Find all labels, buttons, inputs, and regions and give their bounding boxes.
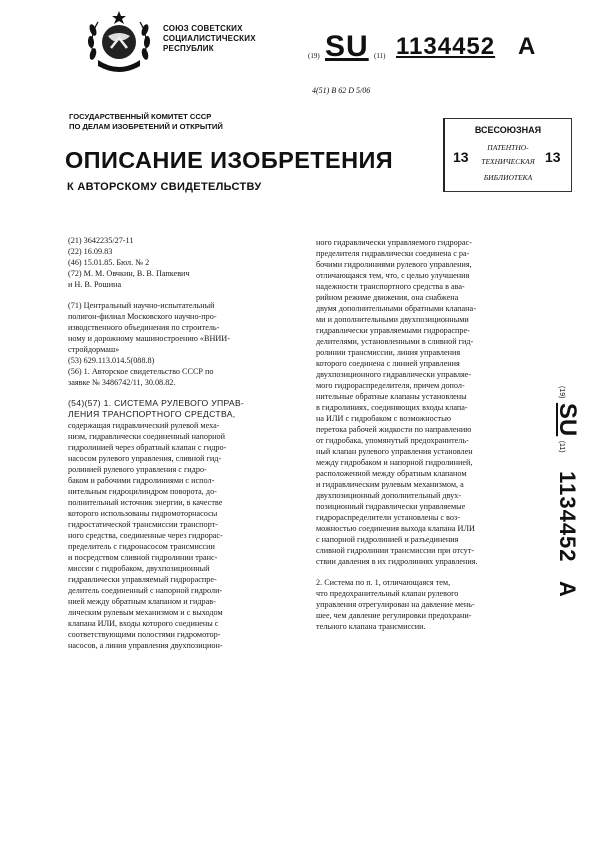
text-line: соответствующими полостями гидромотор-: [68, 630, 221, 639]
text-line: гидрораспределители установлены с воз-: [316, 513, 460, 522]
text-line: двумя дополнительными обратными клапана-: [316, 304, 476, 313]
text-line: ный клапан рулевого управления установлен: [316, 447, 473, 456]
stamp-line: ТЕХНИЧЕСКАЯ: [481, 157, 535, 166]
code-19: (19): [308, 52, 320, 60]
code-11: (11): [558, 440, 565, 453]
text-line: в гидролиниях, соединяющих входы клапа-: [316, 403, 468, 412]
text-line: ному и дорожному машиностроению «ВНИИ-: [68, 334, 230, 343]
text-line: делителями, установленными в сливной гид-: [316, 337, 474, 346]
text-line: (46) 15.01.85. Бюл. № 2: [68, 258, 150, 267]
text-line: ми и дополнительными двухпозиционными: [316, 315, 469, 324]
text-line: лическим рулевым механизмом и с выходом: [68, 608, 223, 617]
patent-number: 1134452: [555, 471, 580, 563]
text-line: сливной гидролинии трансмиссии при отсут-: [316, 546, 475, 555]
text-line: на ИЛИ с гидробаком с возможностью: [316, 414, 451, 423]
left-column: [68, 235, 300, 651]
text-line: мого гидрораспределителя, причем допол-: [316, 381, 465, 390]
text-line: двухпозиционного гидравлически управляе-: [316, 370, 472, 379]
text-line: полнительный источник энергии, в качестве: [68, 498, 223, 507]
text-line: что предохранительный клапан рулевого: [316, 589, 459, 598]
stamp-number: 13: [545, 149, 561, 165]
text-line: гидравлически управляемыми гидрораспре-: [316, 326, 470, 335]
library-stamp: [443, 118, 572, 192]
ussr-emblem-icon: [84, 8, 154, 78]
document-number: [308, 30, 598, 70]
ipc-class: 4(51) В 62 D 5/06: [312, 86, 371, 95]
text-line: гидростатической трансмиссии транспорт-: [68, 520, 218, 529]
text-line: полигон-филиал Московского научно-про-: [68, 312, 217, 321]
text-line: (21) 3642235/27-11: [68, 236, 134, 245]
kind-code: A: [518, 33, 536, 60]
text-line: гидравлически управляемый гидрораспре-: [68, 575, 217, 584]
text-line: насосом рулевого управления, сливной гид-: [68, 454, 222, 463]
state-org-line: РЕСПУБЛИК: [163, 44, 214, 53]
text-line: (53) 629.113.014.5(088.8): [68, 356, 155, 365]
state-org-line: СОЮЗ СОВЕТСКИХ: [163, 24, 243, 33]
paragraph-gap: [68, 388, 300, 398]
text-line: заявке № 3486742/11, 30.08.82.: [68, 378, 176, 387]
state-org-name: [163, 24, 256, 54]
code-11: (11): [374, 52, 386, 60]
text-line: тельного клапана трансмиссии.: [316, 622, 426, 631]
state-org-line: СОЦИАЛИСТИЧЕСКИХ: [163, 34, 256, 43]
stamp-line: ВСЕСОЮЗНАЯ: [474, 125, 542, 135]
text-line: расположенной между обратным клапаном: [316, 469, 467, 478]
text-line: насосов, а линия управления двухпозицион-: [68, 641, 223, 650]
text-line: ролинией рулевого управления с гидро-: [68, 465, 207, 474]
text-line: 2. Система по п. 1, отличающаяся тем,: [316, 578, 451, 587]
text-line: управления отрегулирован на давление мень-: [316, 600, 475, 609]
text-line: двухпозиционный дополнительный двух-: [316, 491, 462, 500]
text-line: можностью соединения выхода клапана ИЛИ: [316, 524, 475, 533]
text-line: которого использованы гидромоторнасосы: [68, 509, 218, 518]
code-19: (19): [558, 386, 565, 399]
committee-line: ГОСУДАРСТВЕННЫЙ КОМИТЕТ СССР: [69, 112, 212, 121]
text-line: надежности транспортного средства в ава-: [316, 282, 465, 291]
text-line: шее, чем давление регулировки предохрани-: [316, 611, 472, 620]
document-subtitle: К АВТОРСКОМУ СВИДЕТЕЛЬСТВУ: [67, 181, 262, 193]
text-line: клапана ИЛИ, входы которого соединены с: [68, 619, 219, 628]
text-line: низм, гидравлически соединенный напорной: [68, 432, 225, 441]
text-line: ствии давления в их гидролиниях управления.: [316, 557, 478, 566]
committee-line: ПО ДЕЛАМ ИЗОБРЕТЕНИЙ И ОТКРЫТИЙ: [69, 122, 223, 131]
country-code: SU: [325, 30, 369, 63]
text-line: ного гидравлически управляемого гидрорас-: [316, 238, 472, 247]
right-column: [316, 237, 552, 632]
text-line: (56) 1. Авторское свидетельство СССР по: [68, 367, 214, 376]
patent-number: 1134452: [396, 33, 496, 60]
paragraph-gap: [68, 290, 300, 300]
text-line: ЛЕНИЯ ТРАНСПОРТНОГО СРЕДСТВА,: [68, 409, 236, 419]
paragraph-gap: [316, 567, 552, 577]
text-line: изводственного объединения по строитель-: [68, 323, 220, 332]
text-line: нией между обратным клапаном и гидрав-: [68, 597, 216, 606]
vertical-document-number: [537, 386, 581, 686]
text-line: (22) 16.09.83: [68, 247, 113, 256]
stamp-line: БИБЛИОТЕКА: [483, 173, 533, 182]
text-line: перетока рабочей жидкости по направлению: [316, 425, 472, 434]
committee-name: [69, 112, 223, 132]
text-line: стройдормаш»: [68, 345, 120, 354]
text-line: отличающаяся тем, что, с целью улучшения: [316, 271, 470, 280]
country-code: SU: [554, 402, 581, 437]
text-line: гидролинией через обратный клапан с гидро-: [68, 443, 227, 452]
stamp-number: 13: [453, 149, 469, 165]
text-line: баком и рабочими гидролиниями с испол-: [68, 476, 215, 485]
text-line: пределитель с гидронасосом трансмиссии: [68, 542, 215, 551]
text-line: позиционный гидравлически управляемые: [316, 502, 466, 511]
text-line: ролинии трансмиссии, линия управления: [316, 348, 461, 357]
text-line: (72) М. М. Овчкин, В. В. Папкевич: [68, 269, 190, 278]
text-line: и посредством сливной гидролинии транс-: [68, 553, 218, 562]
text-line: от гидробака, упомянутый предохранитель-: [316, 436, 469, 445]
text-line: и Н. В. Рошина: [68, 280, 122, 289]
text-line: (71) Центральный научно-испытательный: [68, 301, 215, 310]
text-line: бочими гидролиниями рулевого управления,: [316, 260, 472, 269]
text-line: и гидравлическим рулевым механизмом, а: [316, 480, 464, 489]
document-title: ОПИСАНИЕ ИЗОБРЕТЕНИЯ: [65, 147, 394, 173]
text-line: рийном режиме движения, она снабжена: [316, 293, 459, 302]
text-line: нительные обратные клапаны установлены: [316, 392, 467, 401]
text-line: которого соединена с линией управления: [316, 359, 460, 368]
text-line: миссии с гидробаком, двухпозиционный: [68, 564, 210, 573]
text-line: между гидробаком и напорной гидролинией,: [316, 458, 473, 467]
text-line: ного средства, соединенные через гидрорас-: [68, 531, 223, 540]
text-line: с напорной гидролинией и разъединения: [316, 535, 459, 544]
kind-code: A: [555, 580, 580, 597]
stamp-line: ПАТЕНТНО-: [487, 143, 529, 152]
text-line: содержащая гидравлический рулевой меха-: [68, 421, 220, 430]
text-line: (54)(57) 1. СИСТЕМА РУЛЕВОГО УПРАВ-: [68, 398, 245, 408]
text-line: нительным гидроцилиндром поворота, до-: [68, 487, 217, 496]
text-line: делитель соединенный с напорной гидроли-: [68, 586, 223, 595]
text-line: пределителя гидравлически соединена с ра-: [316, 249, 470, 258]
